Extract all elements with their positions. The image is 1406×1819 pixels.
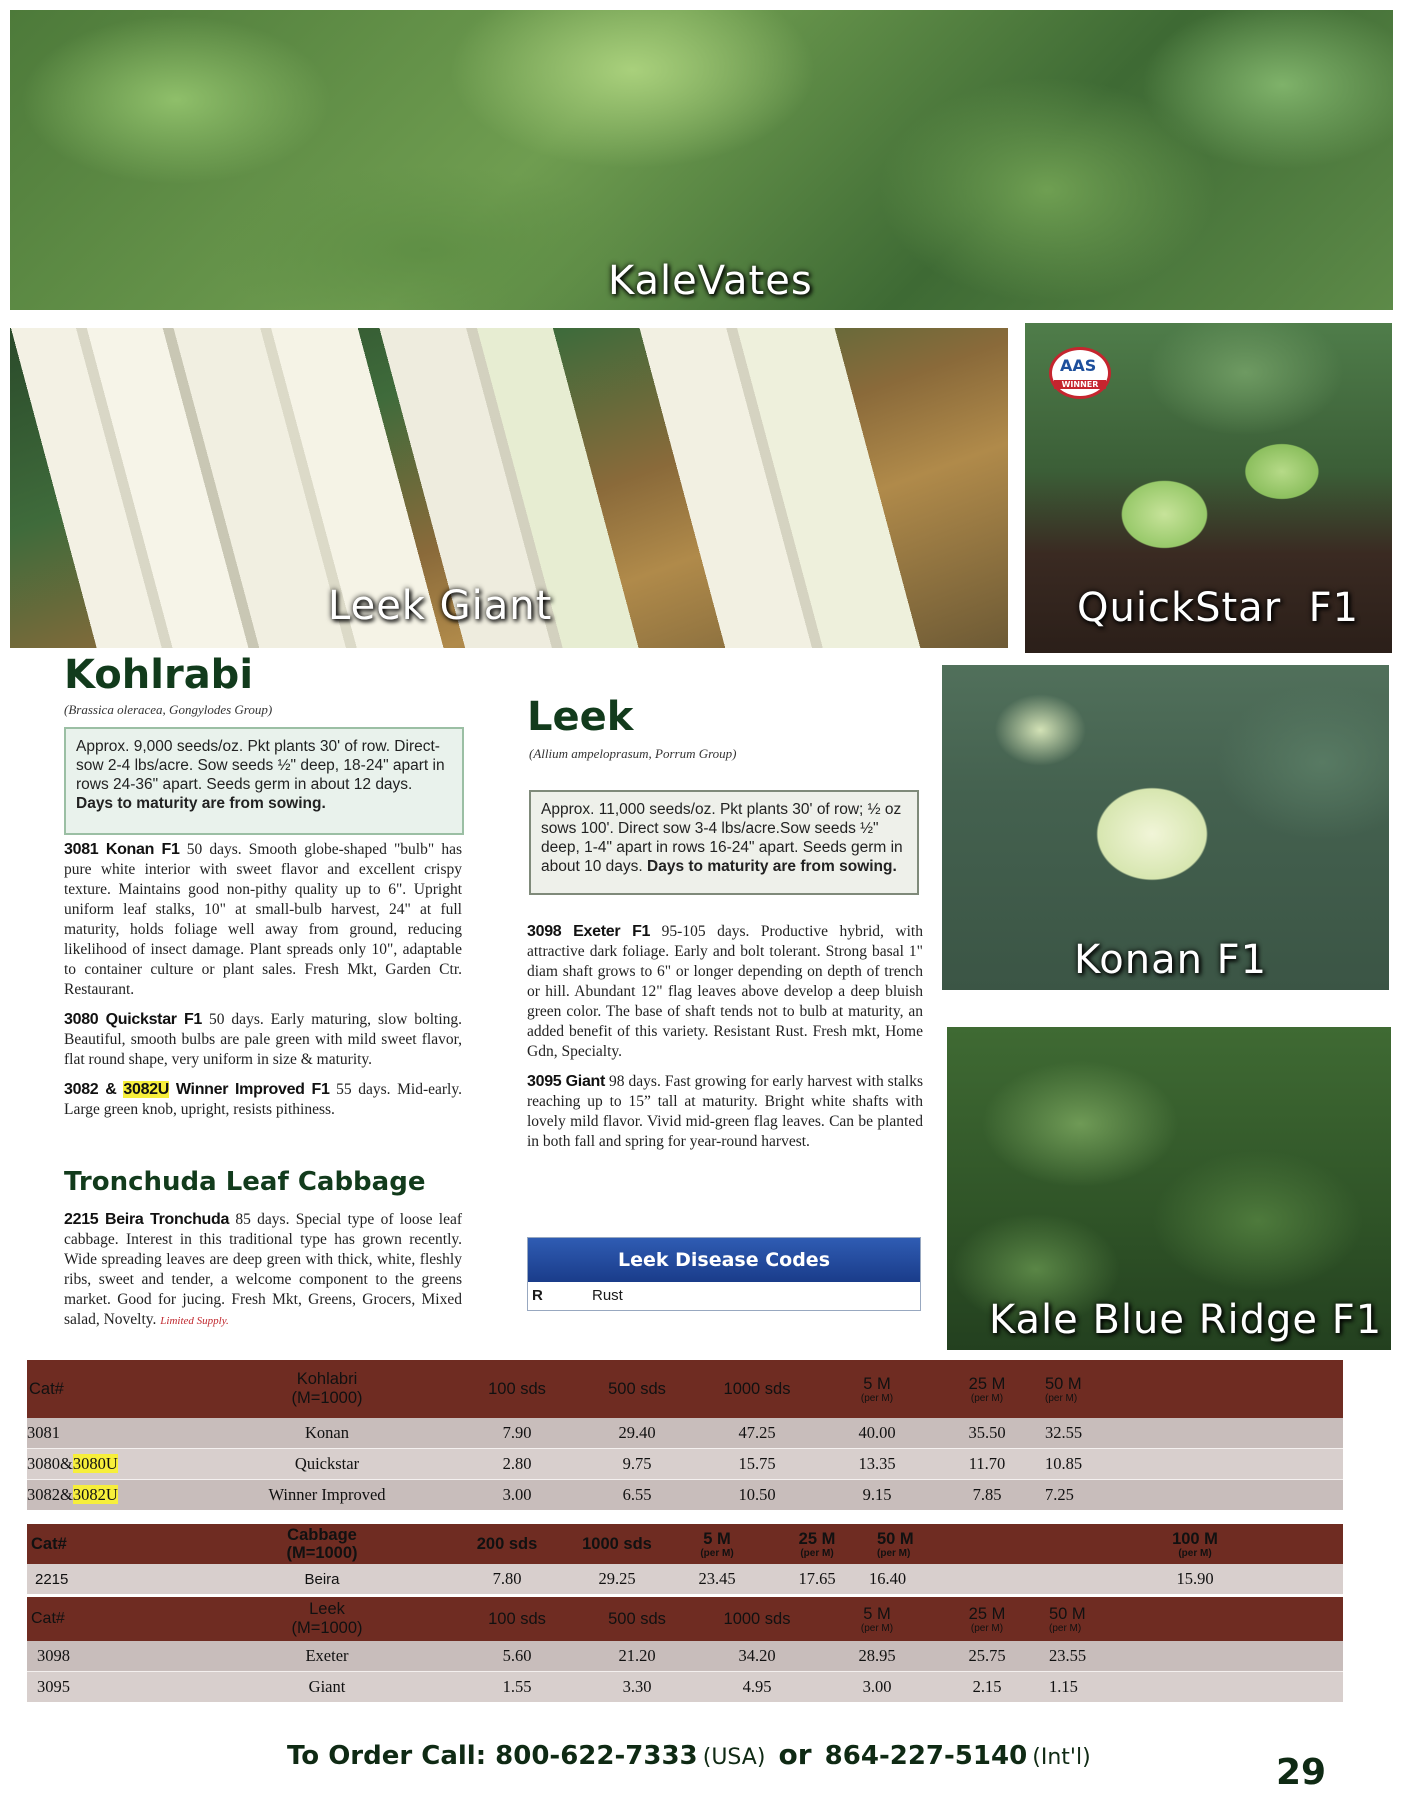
leek-giant-photo [10, 328, 1008, 648]
usa-label: (USA) [702, 1745, 766, 1770]
variety-text: 95-105 days. Productive hybrid, with attractive dark foliage. Early and bolt tolerant. Strong basal 1" diam shaft grows to 6" or longer depending on depth of trench or hill. Abundant 12" flag leaves above develop a deep bluish green color. The base of shaft tends not to bulb at maturity, an added benefit of this variety. Resistant Rust. Fresh mkt, Home Gdn, Specialty. [527, 923, 923, 1060]
col-1000sds: 1000 sds [567, 1524, 667, 1564]
col-100sds: 100 sds [457, 1597, 577, 1641]
col-5m: 5 M (per M) [817, 1360, 937, 1418]
leek-price-table [27, 1597, 1343, 1702]
price-cell: 47.25 [697, 1418, 817, 1449]
cabbage-header-row [27, 1524, 1343, 1564]
tronchuda-title: Tronchuda Leaf Cabbage [64, 1167, 426, 1197]
price-cell: 23.45 [667, 1564, 767, 1594]
limited-supply-note: Limited Supply. [160, 1315, 229, 1327]
price-cell: 3.00 [457, 1480, 577, 1511]
variety-text: 98 days. Fast growing for early harvest with stalks reaching up to 15” tall at maturity. Bright white shafts with lovely mild flavor. Vivid mid-green flag leaves. Can be planted in both fall and spring for year-round harvest. [527, 1073, 923, 1150]
price-cell: 5.60 [457, 1641, 577, 1672]
price-cell: 1.55 [457, 1672, 577, 1703]
price-cell: 34.20 [697, 1641, 817, 1672]
variety-text: 55 days. Mid-early. Large green knob, upright, resists pithiness. [64, 1081, 462, 1118]
price-cell: 15.90 [1047, 1564, 1343, 1594]
variety-exeter [527, 922, 923, 1062]
cat-cell: 3081 [27, 1418, 197, 1449]
price-cell: 28.95 [817, 1641, 937, 1672]
variety-name: 3082 & 3082U Winner Improved F1 [64, 1081, 330, 1098]
order-phone-usa: To Order Call: 800-622-7333 [287, 1741, 698, 1771]
price-cell: 10.85 [1037, 1449, 1343, 1480]
cat-cell: 3095 [27, 1672, 197, 1703]
variety-text: 50 days. Smooth globe-shaped "bulb" has pure white interior with sweet flavor and excellent crispy texture. Maintains good non-pithy quality up to 6". Upright uniform leaf stalks, 10" at small-bulb harvest, 24" at full maturity, holds foliage well away from ground, reducing likelihood of insect damage. Plant spreads only 10", adaptable to container culture or plant sales. Fresh Mkt, Garden Ctr. Restaurant. [64, 841, 462, 998]
quickstar-photo [1025, 323, 1392, 653]
leek-info-bold: Days to maturity are from sowing. [647, 858, 897, 875]
price-cell: 7.25 [1037, 1480, 1343, 1511]
variety-winner-improved [64, 1080, 462, 1120]
price-cell: 3.30 [577, 1672, 697, 1703]
col-leek: Leek (M=1000) [197, 1597, 457, 1641]
col-cat: Cat# [27, 1524, 197, 1564]
kohlrabi-info-box [64, 727, 464, 835]
variety-name: 3081 Konan F1 [64, 841, 180, 858]
konan-caption: Konan F1 [1074, 937, 1268, 983]
leek-title: Leek [527, 694, 634, 740]
col-50m: 50 M (per M) [1037, 1360, 1343, 1418]
kohlrabi-header-row [27, 1360, 1343, 1418]
variety-quickstar [64, 1010, 462, 1070]
price-cell: 7.90 [457, 1418, 577, 1449]
name-cell: Winner Improved [197, 1480, 457, 1511]
page-number: 29 [1276, 1752, 1327, 1793]
price-cell: 32.55 [1037, 1418, 1343, 1449]
col-5m: 5 M (per M) [667, 1524, 767, 1564]
col-kohlabri: Kohlabri (M=1000) [197, 1360, 457, 1418]
table-row [27, 1641, 1343, 1672]
col-25m: 25 M (per M) [937, 1360, 1037, 1418]
price-cell: 17.65 [767, 1564, 867, 1594]
col-25m: 25 M (per M) [937, 1597, 1037, 1641]
kohlrabi-info-text: Approx. 9,000 seeds/oz. Pkt plants 30' of row. Direct-sow 2-4 lbs/acre. Sow seeds ½" deep, 18-24" apart in rows 24-36" apart. Seeds germ in about 12 days. [76, 738, 445, 793]
col-100m: 100 M (per M) [1047, 1524, 1343, 1564]
col-500sds: 500 sds [577, 1597, 697, 1641]
table-row [27, 1564, 1343, 1594]
price-cell: 7.85 [937, 1480, 1037, 1511]
variety-text: 50 days. Early maturing, slow bolting. Beautiful, smooth bulbs are pale green with mild sweet flavor, flat round shape, very uniform in size & maturity. [64, 1011, 463, 1068]
kale-vates-caption: KaleVates [608, 258, 813, 304]
col-5m: 5 M (per M) [817, 1597, 937, 1641]
variety-name: 2215 Beira Tronchuda [64, 1211, 230, 1228]
col-200sds: 200 sds [447, 1524, 567, 1564]
kohlrabi-latin: (Brassica oleracea, Gongylodes Group) [64, 702, 273, 717]
aas-winner-badge: AAS WINNER [1049, 347, 1111, 399]
quickstar-caption: QuickStar F1 [1077, 585, 1360, 631]
leek-info-box [529, 790, 919, 895]
price-cell: 10.50 [697, 1480, 817, 1511]
or-label: or [778, 1738, 812, 1771]
col-25m: 25 M (per M) [767, 1524, 867, 1564]
price-cell: 29.25 [567, 1564, 667, 1594]
leek-latin: (Allium ampeloprasum, Porrum Group) [529, 746, 737, 761]
price-cell: 35.50 [937, 1418, 1037, 1449]
leek-header-row [27, 1597, 1343, 1641]
col-1000sds: 1000 sds [697, 1597, 817, 1641]
table-row [27, 1480, 1343, 1511]
price-cell: 23.55 [1037, 1641, 1343, 1672]
variety-giant [527, 1072, 923, 1152]
price-cell: 11.70 [937, 1449, 1037, 1480]
leek-descriptions [527, 922, 923, 1162]
order-line [287, 1738, 1091, 1771]
price-cell: 21.20 [577, 1641, 697, 1672]
table-row [27, 1449, 1343, 1480]
table-row [27, 1672, 1343, 1703]
variety-konan [64, 840, 462, 1000]
name-cell: Konan [197, 1418, 457, 1449]
col-50m: 50 M (per M) [1037, 1597, 1343, 1641]
col-50m: 50 M (per M) [867, 1524, 1047, 1564]
name-cell: Quickstar [197, 1449, 457, 1480]
price-cell: 9.15 [817, 1480, 937, 1511]
kohlrabi-descriptions [64, 840, 462, 1130]
price-cell: 3.00 [817, 1672, 937, 1703]
variety-text: 85 days. Special type of loose leaf cabbage. Interest in this traditional type has grown recently. Wide spreading leaves are deep green with thick, white, fleshly ribs, sweet and tender, a welcome component to the greens market. Good for jucing. Fresh Mkt, Greens, Grocers, Mixed salad, Novelty. [64, 1211, 463, 1328]
price-cell: 15.75 [697, 1449, 817, 1480]
price-cell: 4.95 [697, 1672, 817, 1703]
variety-name: 3095 Giant [527, 1073, 606, 1090]
price-cell: 1.15 [1037, 1672, 1343, 1703]
kohlrabi-title: Kohlrabi [64, 652, 254, 698]
leek-disease-codes-box [527, 1237, 921, 1311]
col-100sds: 100 sds [457, 1360, 577, 1418]
price-cell: 2.15 [937, 1672, 1037, 1703]
price-cell: 13.35 [817, 1449, 937, 1480]
price-cell: 29.40 [577, 1418, 697, 1449]
kale-blue-ridge-photo [947, 1027, 1391, 1350]
col-cat: Cat# [27, 1360, 197, 1418]
kale-vates-photo [10, 10, 1393, 310]
aas-winner-label: WINNER [1054, 380, 1106, 389]
cat-cell: 2215 [27, 1564, 197, 1594]
cabbage-price-table [27, 1524, 1343, 1594]
name-cell: Beira [197, 1564, 447, 1594]
disease-code: R [532, 1287, 543, 1304]
order-phone-intl: 864-227-5140 [824, 1741, 1028, 1771]
col-cabbage: Cabbage (M=1000) [197, 1524, 447, 1564]
kohlrabi-price-table [27, 1360, 1343, 1510]
variety-name: 3098 Exeter F1 [527, 923, 651, 940]
price-cell: 9.75 [577, 1449, 697, 1480]
price-cell: 2.80 [457, 1449, 577, 1480]
kale-blue-ridge-caption: Kale Blue Ridge F1 [989, 1297, 1383, 1343]
leek-info-text: Approx. 11,000 seeds/oz. Pkt plants 30' of row; ½ oz sows 100'. Direct sow 3-4 lbs/acre.Sow seeds ½" deep, 1-4" apart in rows 16-24" apart. Seeds germ in about 10 days. [541, 801, 903, 875]
price-cell: 25.75 [937, 1641, 1037, 1672]
disease-name: Rust [592, 1287, 623, 1304]
name-cell: Giant [197, 1672, 457, 1703]
cat-cell: 3098 [27, 1641, 197, 1672]
price-cell: 16.40 [867, 1564, 1047, 1594]
konan-photo [942, 665, 1389, 990]
kohlrabi-info-bold: Days to maturity are from sowing. [76, 795, 326, 812]
price-cell: 6.55 [577, 1480, 697, 1511]
col-cat: Cat# [27, 1597, 197, 1641]
name-cell: Exeter [197, 1641, 457, 1672]
price-cell: 40.00 [817, 1418, 937, 1449]
col-500sds: 500 sds [577, 1360, 697, 1418]
intl-label: (Int'l) [1032, 1745, 1091, 1770]
leek-disease-codes-header: Leek Disease Codes [528, 1238, 920, 1282]
leek-giant-caption: Leek Giant [328, 583, 553, 629]
cat-cell: 3082&3082U [27, 1480, 197, 1511]
tronchuda-description [64, 1210, 462, 1341]
variety-name: 3080 Quickstar F1 [64, 1011, 203, 1028]
col-1000sds: 1000 sds [697, 1360, 817, 1418]
price-cell: 7.80 [447, 1564, 567, 1594]
cat-cell: 3080&3080U [27, 1449, 197, 1480]
table-row [27, 1418, 1343, 1449]
